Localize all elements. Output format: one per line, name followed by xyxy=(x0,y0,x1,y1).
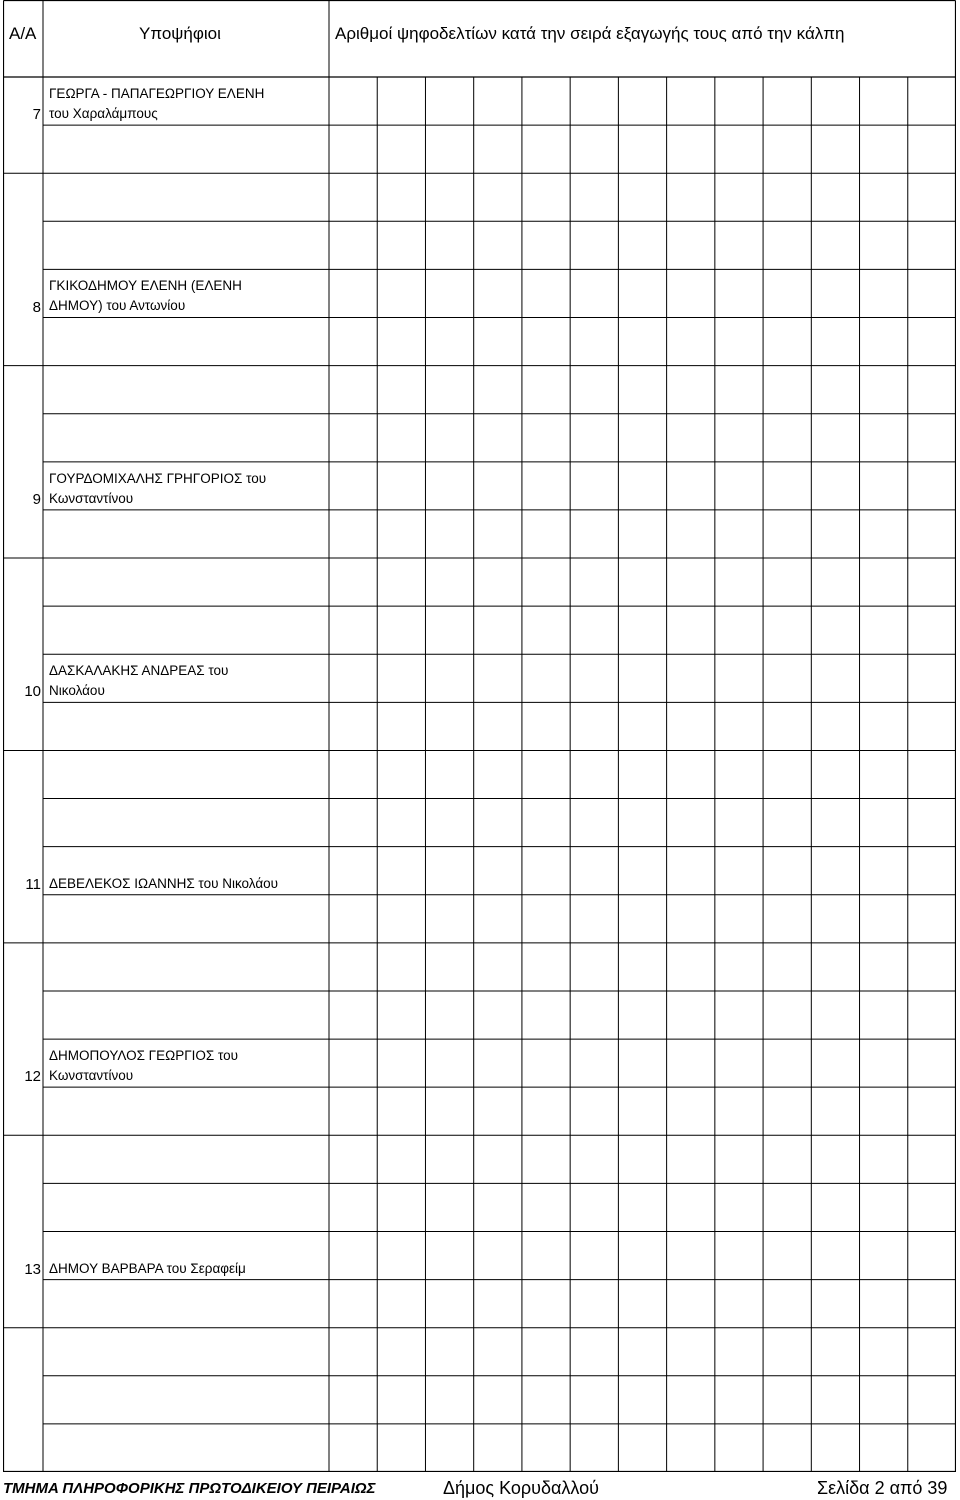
ballot-tally-sheet xyxy=(3,0,956,1472)
header-candidates: Υποψήφιοι xyxy=(139,24,221,43)
page-footer xyxy=(0,1472,960,1500)
candidate-number: 13 xyxy=(24,1261,41,1278)
candidate-number: 12 xyxy=(24,1068,41,1085)
tally-grid xyxy=(3,0,956,1472)
candidate-number: 9 xyxy=(32,491,41,508)
candidate-name: ΓΚΙΚΟΔΗΜΟΥ ΕΛΕΝΗ (ΕΛΕΝΗ ΔΗΜΟΥ) του Αντωνίου xyxy=(49,278,242,313)
candidate-number: 11 xyxy=(25,876,41,893)
candidate-number: 8 xyxy=(32,299,41,316)
candidate-name: ΔΕΒΕΛΕΚΟΣ ΙΩΑΝΝΗΣ του Νικολάου xyxy=(49,876,279,891)
candidate-number: 7 xyxy=(32,106,41,123)
candidate-name: ΔΗΜΟΥ ΒΑΡΒΑΡΑ του Σεραφείμ xyxy=(49,1261,246,1276)
candidate-name: ΔΑΣΚΑΛΑΚΗΣ ΑΝΔΡΕΑΣ του Νικολάου xyxy=(49,663,229,698)
footer-page-number: Σελίδα 2 από 39 xyxy=(817,1478,948,1498)
candidate-name: ΔΗΜΟΠΟΥΛΟΣ ΓΕΩΡΓΙΟΣ του Κωνσταντίνου xyxy=(49,1048,239,1083)
candidate-name: ΓΕΩΡΓΑ - ΠΑΠΑΓΕΩΡΓΙΟΥ ΕΛΕΝΗ του Χαραλάμπους xyxy=(49,86,265,121)
header-ballot-numbers: Αριθμοί ψηφοδελτίων κατά την σειρά εξαγωγής τους από την κάλπη xyxy=(335,24,845,43)
candidate-number: 10 xyxy=(24,683,41,700)
header-aa: Α/Α xyxy=(9,24,37,43)
footer-municipality: Δήμος Κορυδαλλού xyxy=(443,1478,599,1498)
candidate-name: ΓΟΥΡΔΟΜΙΧΑΛΗΣ ΓΡΗΓΟΡΙΟΣ του Κωνσταντίνου xyxy=(49,471,267,506)
footer-department: ΤΜΗΜΑ ΠΛΗΡΟΦΟΡΙΚΗΣ ΠΡΩΤΟΔΙΚΕΙΟΥ ΠΕΙΡΑΙΩΣ xyxy=(3,1480,376,1497)
